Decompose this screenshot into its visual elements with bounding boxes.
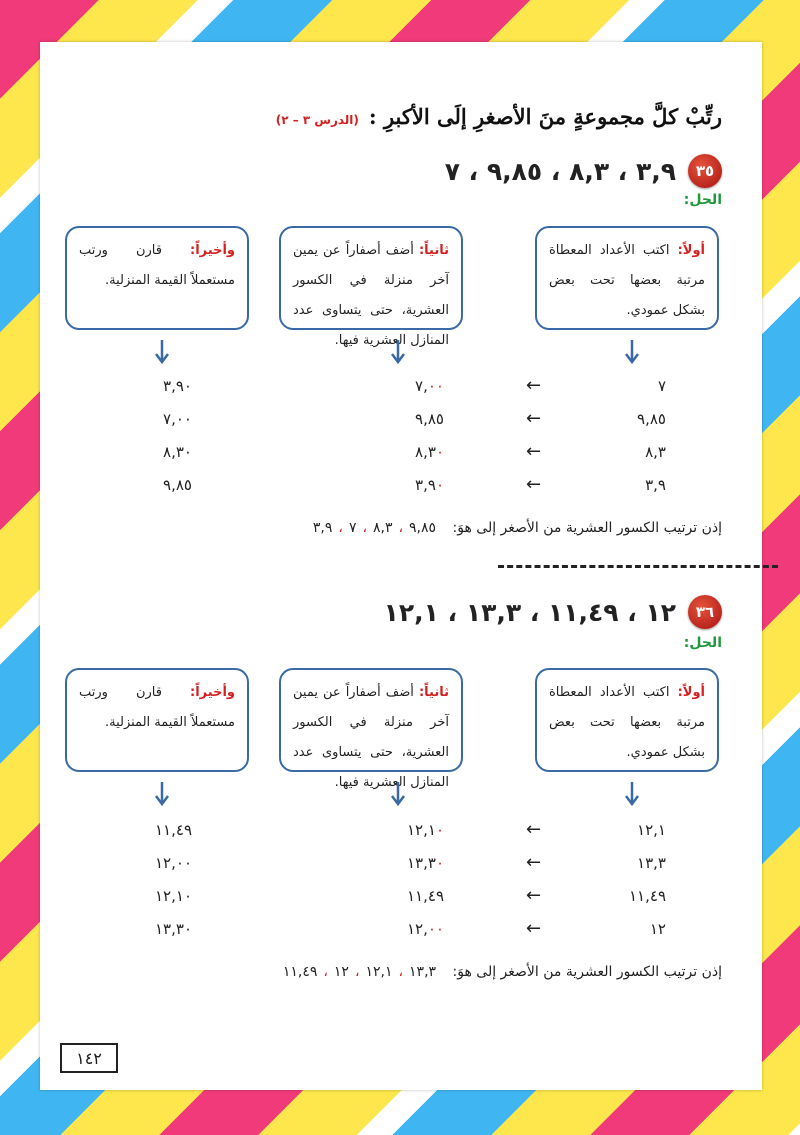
step-text: اكتب الأعداد المعطاة مرتبة بعضها تحت بعض بشكل عمودي. <box>549 243 705 318</box>
section-divider <box>498 565 778 568</box>
instruction-text: رتِّبْ كلَّ مجموعةٍ منَ الأصغرِ إلَى الأكبرِ : <box>368 104 722 129</box>
ordered-number: ١٢,٠٠ <box>155 854 192 872</box>
padded-number: ٧,٠٠ <box>415 377 444 395</box>
step-box-final <box>65 226 249 330</box>
step-text: أضف أصفاراً عن يمين آخر منزلة في الكسور العشرية، حتى يتساوى عدد المنازل العشرية فيها. <box>293 243 449 348</box>
solution-label: الحل: <box>683 192 722 208</box>
padded-number: ١٣,٣٠ <box>406 854 444 872</box>
original-number: ٨,٣ <box>645 443 666 461</box>
step-box-second <box>279 226 463 348</box>
step-title: وأخيراً: <box>190 685 235 700</box>
step-box-second <box>279 668 463 790</box>
arrow-down-icon <box>625 340 639 366</box>
arrow-down-icon <box>391 782 405 808</box>
problem-number-set: ١٢ ، ١١,٤٩ ، ١٣,٣ ، ١٢,١ <box>383 597 676 627</box>
left-arrow-icon: ← <box>526 918 542 939</box>
original-number: ٧ <box>657 377 666 395</box>
step-box-first <box>535 668 719 772</box>
problem-number-badge: ٣٦ <box>688 595 722 629</box>
conclusion-line <box>313 520 722 536</box>
problem-35-statement <box>445 154 722 188</box>
original-number: ٩,٨٥ <box>637 410 666 428</box>
step-text: قارن ورتب مستعملاً القيمة المنزلية. <box>79 243 235 288</box>
left-arrow-icon: ← <box>526 408 542 429</box>
ordered-number: ٧,٠٠ <box>163 410 192 428</box>
arrow-down-icon <box>391 340 405 366</box>
padded-number: ١١,٤٩ <box>407 887 444 905</box>
problem-number-set: ٣,٩ ، ٨,٣ ، ٩,٨٥ ، ٧ <box>444 156 676 186</box>
original-number: ١٢ <box>649 920 666 938</box>
conclusion-text: إذن ترتيب الكسور العشرية من الأصغر إلى هوَ: <box>452 964 722 980</box>
ordered-number: ٩,٨٥ <box>163 476 192 494</box>
padded-number: ٩,٨٥ <box>415 410 444 428</box>
padded-number: ٨,٣٠ <box>415 443 444 461</box>
original-number: ١٢,١ <box>637 821 666 839</box>
left-arrow-icon: ← <box>526 375 542 396</box>
step-text: أضف أصفاراً عن يمين آخر منزلة في الكسور العشرية، حتى يتساوى عدد المنازل العشرية فيها. <box>293 685 449 790</box>
conclusion-text: إذن ترتيب الكسور العشرية من الأصغر إلى هوَ: <box>452 520 722 536</box>
step-title: وأخيراً: <box>190 243 235 258</box>
left-arrow-icon: ← <box>526 474 542 495</box>
step-title: أولاً: <box>677 685 705 700</box>
padded-number: ٣,٩٠ <box>415 476 444 494</box>
solution-label: الحل: <box>683 635 722 651</box>
instruction-header <box>276 104 722 129</box>
ordered-sequence: ١١,٤٩ ، ١٢ ، ١٢,١ ، ١٣,٣ <box>282 964 437 980</box>
arrow-down-icon <box>155 782 169 808</box>
ordered-number: ١١,٤٩ <box>155 821 192 839</box>
conclusion-line <box>283 964 722 980</box>
ordered-sequence: ٣,٩ ، ٧ ، ٨,٣ ، ٩,٨٥ <box>312 520 437 536</box>
arrow-down-icon <box>625 782 639 808</box>
arrow-down-icon <box>155 340 169 366</box>
left-arrow-icon: ← <box>526 852 542 873</box>
step-title: أولاً: <box>677 243 705 258</box>
left-arrow-icon: ← <box>526 885 542 906</box>
step-box-first <box>535 226 719 330</box>
step-text: قارن ورتب مستعملاً القيمة المنزلية. <box>79 685 235 730</box>
lesson-reference: (الدرس ٣ – ٢) <box>275 113 359 127</box>
original-number: ١٣,٣ <box>637 854 666 872</box>
step-title: ثانياً: <box>418 685 449 700</box>
problem-36-statement <box>384 595 722 629</box>
padded-number: ١٢,١٠ <box>406 821 444 839</box>
step-text: اكتب الأعداد المعطاة مرتبة بعضها تحت بعض بشكل عمودي. <box>549 685 705 760</box>
left-arrow-icon: ← <box>526 819 542 840</box>
original-number: ٣,٩ <box>645 476 666 494</box>
problem-number-badge: ٣٥ <box>688 154 722 188</box>
ordered-number: ٣,٩٠ <box>163 377 192 395</box>
ordered-number: ١٣,٣٠ <box>155 920 192 938</box>
worksheet-page <box>40 42 762 1090</box>
step-box-final <box>65 668 249 772</box>
step-title: ثانياً: <box>418 243 449 258</box>
original-number: ١١,٤٩ <box>629 887 666 905</box>
page-number: ١٤٢ <box>60 1043 118 1073</box>
ordered-number: ١٢,١٠ <box>155 887 192 905</box>
left-arrow-icon: ← <box>526 441 542 462</box>
ordered-number: ٨,٣٠ <box>163 443 192 461</box>
padded-number: ١٢,٠٠ <box>406 920 444 938</box>
